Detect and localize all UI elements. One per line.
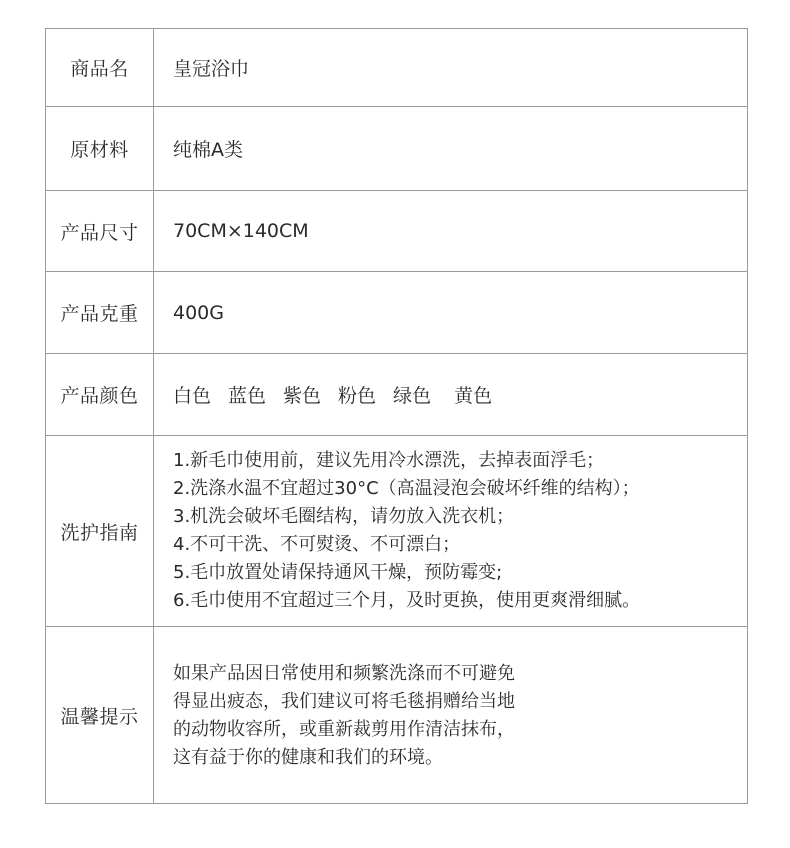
- row-label-care: 洗护指南: [46, 436, 154, 627]
- table-row-size: [46, 191, 748, 272]
- tip-line: 得显出疲态，我们建议可将毛毯捐赠给当地: [173, 691, 515, 712]
- color-list: [154, 354, 748, 436]
- tip-line: 如果产品因日常使用和频繁洗涤而不可避免: [173, 663, 515, 684]
- table-row-care: [46, 436, 748, 627]
- size-value: 70CM×140CM: [154, 191, 748, 272]
- weight-value: 400G: [154, 272, 748, 354]
- row-label-material: 原材料: [46, 107, 154, 191]
- row-label-name: 商品名: [46, 29, 154, 107]
- care-line: 6.毛巾使用不宜超过三个月，及时更换，使用更爽滑细腻。: [173, 590, 641, 611]
- row-label-size: 产品尺寸: [46, 191, 154, 272]
- row-label-colors: 产品颜色: [46, 354, 154, 436]
- product-spec-table: [45, 28, 748, 804]
- row-label-tips: 温馨提示: [46, 627, 154, 804]
- color-item: 紫色: [283, 385, 322, 407]
- table-row-colors: [46, 354, 748, 436]
- table-row-tips: [46, 627, 748, 804]
- table-row-name: [46, 29, 748, 107]
- product-name-value: 皇冠浴巾: [154, 29, 748, 107]
- table-row-material: [46, 107, 748, 191]
- care-line: 4.不可干洗、不可熨烫、不可漂白；: [173, 534, 461, 555]
- color-item: 白色: [173, 385, 212, 407]
- color-item: 粉色: [338, 385, 377, 407]
- row-label-weight: 产品克重: [46, 272, 154, 354]
- color-item: 黄色: [454, 385, 493, 407]
- care-line: 3.机洗会破坏毛圈结构，请勿放入洗衣机；: [173, 506, 515, 527]
- care-line: 1.新毛巾使用前，建议先用冷水漂洗，去掉表面浮毛；: [173, 450, 605, 471]
- care-line: 5.毛巾放置处请保持通风干燥，预防霉变;: [173, 562, 503, 583]
- tips-text: [154, 627, 748, 804]
- color-item: 蓝色: [228, 385, 267, 407]
- table-row-weight: [46, 272, 748, 354]
- care-line: 2.洗涤水温不宜超过30°C（高温浸泡会破坏纤维的结构）；: [173, 478, 640, 499]
- tip-line: 的动物收容所，或重新裁剪用作清洁抹布，: [173, 719, 515, 740]
- material-value: 纯棉A类: [154, 107, 748, 191]
- tip-line: 这有益于你的健康和我们的环境。: [173, 747, 443, 768]
- color-item: 绿色: [393, 385, 432, 407]
- care-instructions: [154, 436, 748, 627]
